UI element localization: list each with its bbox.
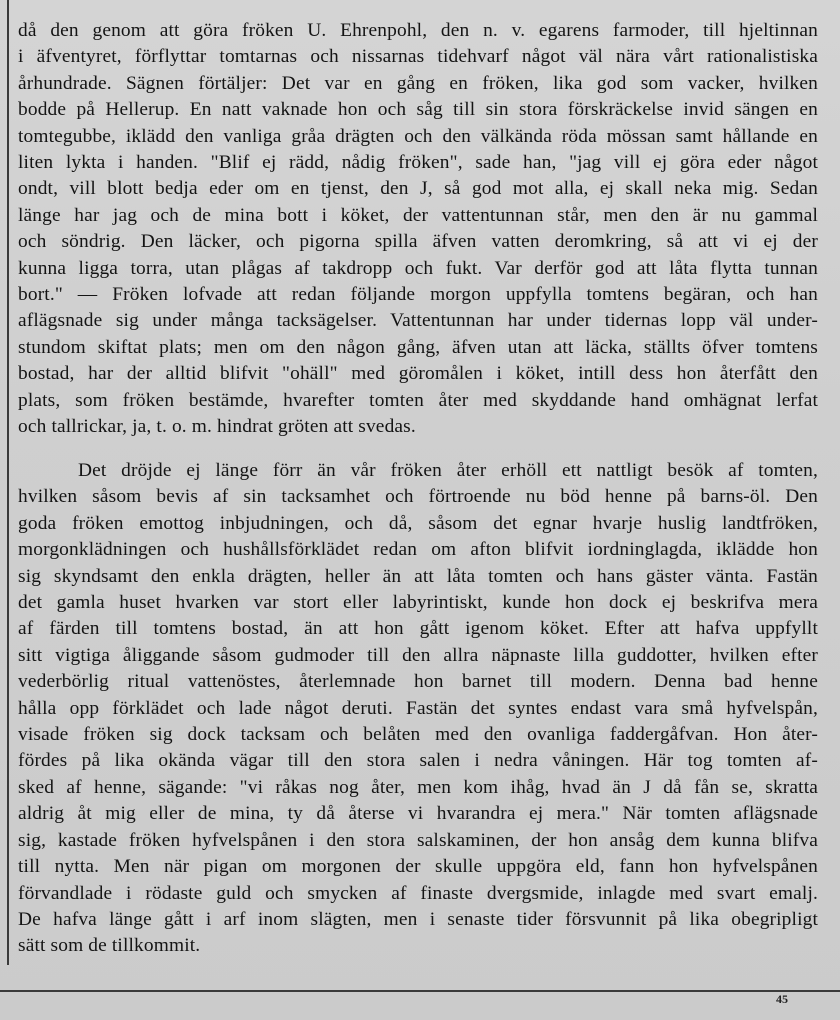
text-line: det gamla huset hvarken var stort eller labyrintiskt, kunde hon dock ej beskrifva mera xyxy=(18,592,818,614)
text-line: sitt vigtiga åliggande såsom gudmoder till den allra näpnaste lilla guddotter, hvilken efter xyxy=(18,644,818,666)
text-line: hålla opp förklädet och lade något deruti. Fastän det syntes endast vara små hyfvelspån, xyxy=(18,697,818,719)
bottom-rule xyxy=(0,990,840,992)
text-line: goda fröken emottog inbjudningen, och då, såsom det egnar hvarje huslig landtfröken, xyxy=(18,512,818,534)
text-line: Det dröjde ej länge förr än vår fröken åter erhöll ett nattligt besök af tomten, xyxy=(78,460,818,481)
text-line: plats, som fröken bestämde, hvarefter tomten åter med skyddande hand omhägnat lerfat xyxy=(18,389,818,411)
text-line: länge har jag och de mina bott i köket, der vattentunnan står, men den är nu gammal xyxy=(18,204,818,226)
text-line: förvandlade i rödaste guld och smycken af finaste dvergsmide, inlagde med svart emalj. xyxy=(18,882,818,904)
left-margin-rule xyxy=(7,0,9,965)
text-line: sätt som de tillkommit. xyxy=(18,935,201,957)
text-line: visade fröken sig dock tacksam och belåten med den ovanliga faddergåfvan. Hon åter- xyxy=(18,724,818,746)
text-line: då den genom att göra fröken U. Ehrenpohl, den n. v. egarens farmoder, till hjeltinnan xyxy=(18,20,818,41)
text-line: aldrig åt mig eller de mina, ty då återse vi hvarandra ej mera." När tomten aflägsnade xyxy=(18,803,818,825)
text-line: aflägsnade sig under många tacksägelser. Vattentunnan har under tidernas lopp väl under- xyxy=(18,310,818,332)
paragraph-2 xyxy=(18,458,818,960)
text-line: De hafva länge gått i arf inom slägten, men i senaste tider försvunnit på lika obegripligt xyxy=(18,908,818,930)
text-line: och söndrig. Den läcker, och pigorna spilla äfven vatten deromkring, så att vi ej der xyxy=(18,231,818,253)
text-line: fördes på lika okända vägar till den stora salen i nedra våningen. Här tog tomten af- xyxy=(18,750,818,772)
text-line: af färden till tomtens bostad, än att hon gått igenom köket. Efter att hafva uppfyllt xyxy=(18,618,818,640)
text-line: sig skyndsamt den enkla drägten, heller än att låta tomten och hans gäster vänta. Fastän xyxy=(18,565,818,587)
text-line: stundom skiftat plats; men om den någon gång, äfven utan att läcka, ställts öfver tomtens xyxy=(18,336,818,358)
text-line: i äfventyret, förflyttar tomtarnas och nissarnas tidehvarf något väl nära vårt rationalistiska xyxy=(18,46,818,68)
text-line: ondt, vill blott bedja eder om en tjenst, den J, så god mot alla, ej skall neka mig. Sedan xyxy=(18,178,818,200)
text-line: vederbörlig ritual vattenöstes, återlemnade hon barnet till modern. Denna bad henne xyxy=(18,671,818,693)
text-line: bodde på Hellerup. En natt vaknade hon och såg till sin stora förskräckelse invid sängen en xyxy=(18,99,818,121)
text-line: hvilken såsom bevis af sin tacksamhet och förtroende nu böd henne på barns-öl. Den xyxy=(18,486,818,508)
text-line: kunna ligga torra, utan plågas af takdropp och fukt. Var derför god att låta flytta tunnan xyxy=(18,257,818,279)
text-line: tomtegubbe, iklädd den vanliga gråa drägten och den välkända röda mössan samt hållande en xyxy=(18,125,818,147)
text-line: till nytta. Men när pigan om morgonen der skulle uppgöra eld, fann hon hyfvelspånen xyxy=(18,856,818,878)
text-line: århundrade. Sägnen förtäljer: Det var en gång en fröken, lika god som vacker, hvilken xyxy=(18,72,818,94)
text-line: sig, kastade fröken hyfvelspånen i den stora salskaminen, der hon ansåg dem kunna blifva xyxy=(18,829,818,851)
text-line: bort." — Fröken lofvade att redan följande morgon uppfylla tomtens begäran, och han xyxy=(18,284,818,306)
text-line: liten lykta i handen. "Blif ej rädd, nådig fröken", sade han, "jag vill ej göra eder något xyxy=(18,152,818,174)
text-line: sked af henne, sägande: "vi råkas nog åter, men kom ihåg, hvad än J då fån se, skratta xyxy=(18,776,818,798)
text-line: och tallrickar, ja, t. o. m. hindrat gröten att svedas. xyxy=(18,416,416,438)
page-number: 45 xyxy=(776,992,788,1006)
text-line: morgonklädningen och hushållsförklädet redan om afton blifvit iordninglagda, iklädde hon xyxy=(18,539,818,561)
paragraph-1 xyxy=(18,18,818,441)
text-line: bostad, har der alltid blifvit "ohäll" med göromålen i köket, intill dess hon återfått den xyxy=(18,363,818,385)
